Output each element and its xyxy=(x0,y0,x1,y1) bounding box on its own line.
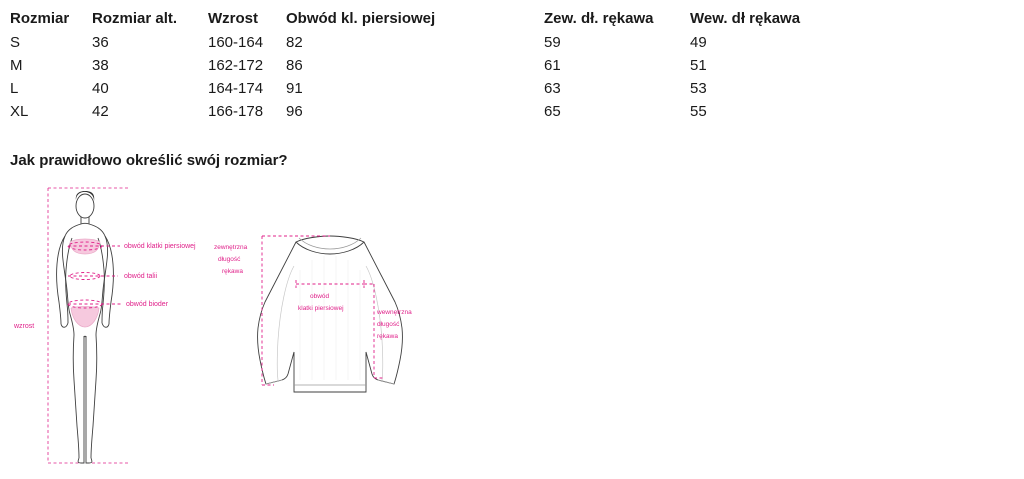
cell-size: S xyxy=(10,34,21,51)
cell-size-alt: 40 xyxy=(92,80,109,97)
label-sleeve-outer-line3: rękawa xyxy=(222,268,243,275)
cell-sleeve-outer: 63 xyxy=(544,80,561,97)
cell-chest: 82 xyxy=(286,34,303,51)
column-header-size: Rozmiar xyxy=(10,10,70,27)
table-row xyxy=(10,57,806,80)
column-header-chest: Obwód kl. piersiowej xyxy=(286,10,436,27)
label-garment-chest-line2: klatki piersiowej xyxy=(298,305,344,312)
figure-garment xyxy=(214,236,412,392)
label-sleeve-inner-line1: wewnętrzna xyxy=(377,309,412,316)
column-header-sleeve-outer: Zew. dł. rękawa xyxy=(544,10,654,27)
cell-size: XL xyxy=(10,103,29,120)
cell-sleeve-outer: 59 xyxy=(544,34,561,51)
cell-size-alt: 42 xyxy=(92,103,109,120)
measurement-figures xyxy=(0,180,1024,479)
cell-height: 166-178 xyxy=(208,103,264,120)
table-row xyxy=(10,103,806,126)
cell-height: 164-174 xyxy=(208,80,264,97)
column-header-sleeve-inner: Wew. dł rękawa xyxy=(690,10,801,27)
table-row xyxy=(10,80,806,103)
label-chest-circumference: obwód klatki piersiowej xyxy=(124,243,196,250)
label-sleeve-outer-line1: zewnętrzna xyxy=(214,244,248,251)
howto-heading: Jak prawidłowo określić swój rozmiar? xyxy=(10,152,288,169)
cell-sleeve-inner: 49 xyxy=(690,34,707,51)
cell-chest: 96 xyxy=(286,103,303,120)
cell-sleeve-outer: 61 xyxy=(544,57,561,74)
cell-sleeve-outer: 65 xyxy=(544,103,561,120)
body-outline xyxy=(57,191,114,463)
table-header-row xyxy=(10,10,806,34)
size-table-head xyxy=(10,10,806,34)
label-sleeve-inner-line2: długość xyxy=(377,321,400,328)
label-sleeve-outer-line2: długość xyxy=(218,256,241,263)
size-table-body xyxy=(10,34,806,126)
figure-female-body xyxy=(13,188,196,463)
cell-sleeve-inner: 53 xyxy=(690,80,707,97)
cell-sleeve-inner: 55 xyxy=(690,103,707,120)
cell-size: M xyxy=(10,57,23,74)
cell-height: 162-172 xyxy=(208,57,264,74)
cell-chest: 91 xyxy=(286,80,303,97)
label-sleeve-inner-line3: rękawa xyxy=(377,333,398,340)
cell-size-alt: 38 xyxy=(92,57,109,74)
column-header-height: Wzrost xyxy=(208,10,258,27)
cell-size-alt: 36 xyxy=(92,34,109,51)
size-table xyxy=(10,10,806,126)
label-hip-circumference: obwód bioder xyxy=(126,301,169,308)
label-garment-chest-line1: obwód xyxy=(310,293,330,300)
label-waist-circumference: obwód talii xyxy=(124,273,158,280)
size-guide-page xyxy=(0,10,1024,479)
label-height: wzrost xyxy=(14,323,35,330)
cell-sleeve-inner: 51 xyxy=(690,57,707,74)
table-row xyxy=(10,34,806,57)
cell-chest: 86 xyxy=(286,57,303,74)
cell-height: 160-164 xyxy=(208,34,264,51)
column-header-size-alt: Rozmiar alt. xyxy=(92,10,178,27)
cell-size: L xyxy=(10,80,19,97)
